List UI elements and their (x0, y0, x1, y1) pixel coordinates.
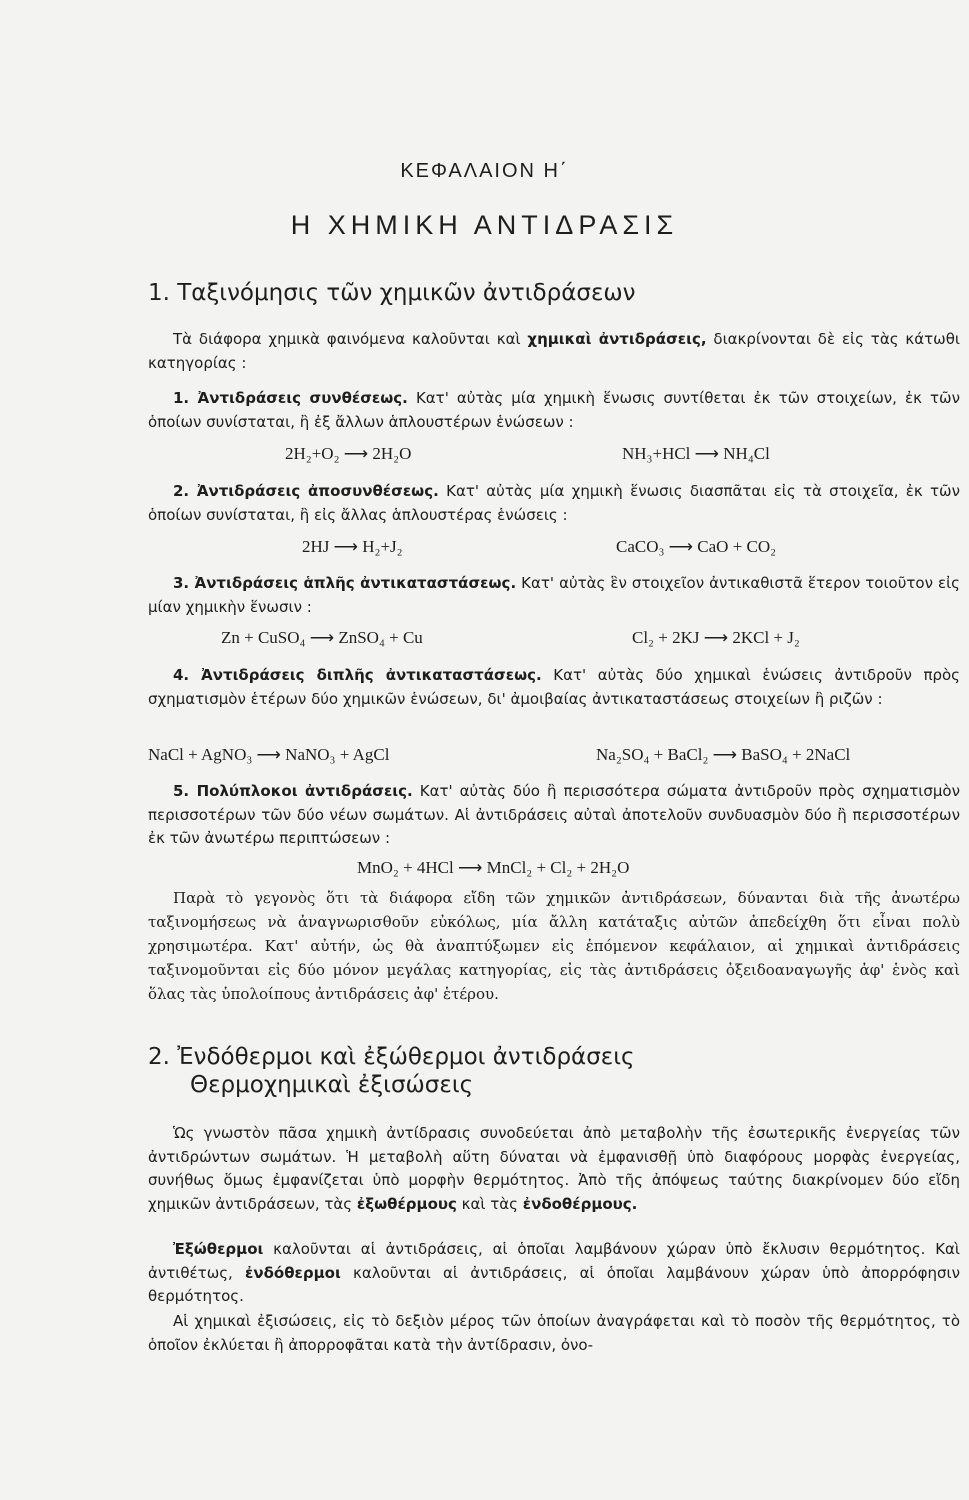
p2-text-b: καλοῦνται αἱ ἀντιδράσεις, αἱ ὁποῖαι λαμβάνουν χώραν ὑπὸ ἔκλυσιν θερμότητος. Καὶ ἀντιθέτως, (148, 1240, 960, 1282)
item-5-text: Κατ' αὐτὰς δύο ἢ περισσότερα σώματα ἀντιδροῦν πρὸς σχηματισμὸν περισσοτέρων τῶν δύο νέων σωμάτων. Αἱ ἀντιδράσεις αὐταὶ ἀποτελοῦν συνδυασμὸν δύο ἢ περισσοτέρων ἐκ τῶν ἀνωτέρω περιπτώσεων : (148, 782, 960, 847)
item-2-label: 2. Ἀντιδράσεις ἀποσυνθέσεως. (173, 482, 439, 500)
item-4-label: 4. Ἀντιδράσεις διπλῆς ἀντικαταστάσεως. (173, 666, 542, 684)
p2-term-exothermic: Ἐξώθερμοι (173, 1240, 264, 1258)
item-2-equation-2: CaCO₃ ⟶ CaO + CO₂ (616, 537, 777, 556)
p1-term-exothermic: ἐξωθέρμους (356, 1194, 457, 1213)
section-2-heading-line-1: 2. Ἐνδόθερμοι καὶ ἐξώθερμοι ἀντιδράσεις (148, 1044, 635, 1070)
item-1-equation-2: NH₃+HCl ⟶ NH₄Cl (622, 444, 770, 463)
intro-paragraph (148, 328, 960, 375)
item-1-paragraph (148, 387, 960, 434)
closing-paragraph: Παρὰ τὸ γεγονὸς ὅτι τὰ διάφορα εἴδη τῶν χημικῶν ἀντιδράσεων, δύνανται διὰ τῆς ἀνωτέρω ταξινομήσεως νὰ ἀναγνωρισθοῦν εὐκόλως, μία ἄλλη κατάταξις αὐτῶν ἀπεδείχθη ὅτι εἶναι πολὺ χρησιμωτέρα. Κατ' αὐτήν, ὡς θὰ ἀναπτύξωμεν εἰς ἑπόμενον κεφάλαιον, αἱ χημικαὶ ἀντιδράσεις ταξινομοῦνται εἰς δύο μόνον μεγάλας κατηγορίας, εἰς τὰς ἀντιδράσεις ὀξειδοαναγωγῆς ἀφ' ἑνὸς καὶ ὅλας τὰς ὑπολοίπους ἀντιδράσεις ἀφ' ἑτέρου. (148, 889, 960, 1003)
item-4-text: Κατ' αὐτὰς δύο χημικαὶ ἑνώσεις ἀντιδροῦν πρὸς σχηματισμὸν ἑτέρων δύο χημικῶν ἑνώσεων, δι' ἀμοιβαίας ἀντικαταστάσεως στοιχείων ἢ ριζῶν : (148, 666, 960, 708)
item-5-equation-1: MnO₂ + 4HCl ⟶ MnCl₂ + Cl₂ + 2H₂O (357, 858, 630, 877)
item-5-paragraph (148, 780, 960, 851)
chapter-heading: ΚΕΦΑΛΑΙΟΝ Η΄ (400, 160, 569, 182)
p2-text-d: καλοῦνται αἱ ἀντιδράσεις, αἱ ὁποῖαι λαμβάνουν χώραν ὑπὸ ἀπορρόφησιν θερμότητος. (148, 1263, 960, 1305)
section-2-heading-line-2: Θερμοχημικαὶ ἐξισώσεις (190, 1072, 474, 1098)
item-4-paragraph (148, 664, 960, 711)
p2-term-endothermic: ἐνδόθερμοι (245, 1263, 341, 1282)
item-2-paragraph (148, 480, 960, 527)
item-3-label: 3. Ἀντιδράσεις ἁπλῆς ἀντικαταστάσεως. (173, 574, 517, 592)
intro-term: χημικαὶ ἀντιδράσεις, (527, 330, 707, 348)
section-2-paragraph-3: Αἱ χημικαὶ ἐξισώσεις, εἰς τὸ δεξιὸν μέρος τῶν ὁποίων ἀναγράφεται καὶ τὸ ποσὸν τῆς θερμότητος, τὸ ὁποῖον ἐκλύεται ἢ ἀπορροφᾶται κατὰ τὴν ἀντίδρασιν, ὀνο- (148, 1312, 960, 1354)
p1-term-endothermic: ἐνδοθέρμους. (522, 1194, 638, 1213)
item-1-equation-1: 2H₂+O₂ ⟶ 2H₂O (285, 444, 412, 463)
item-4-equation-1: NaCl + AgNO₃ ⟶ NaNO₃ + AgCl (148, 745, 390, 764)
item-1-label: 1. Ἀντιδράσεις συνθέσεως. (173, 389, 408, 407)
p1-text-c: καὶ τὰς (456, 1194, 523, 1213)
item-3-equation-2: Cl₂ + 2KJ ⟶ 2KCl + J₂ (632, 628, 800, 647)
item-5-label: 5. Πολύπλοκοι ἀντιδράσεις. (173, 782, 413, 800)
section-2-paragraph-2 (148, 1238, 960, 1309)
intro-text-c: διακρίνονται δὲ εἰς τὰς κάτωθι κατηγορίας : (148, 330, 960, 372)
item-3-paragraph (148, 572, 960, 619)
chapter-title: Η ΧΗΜΙΚΗ ΑΝΤΙΔΡΑΣΙΣ (290, 210, 679, 240)
intro-text-a: Τὰ διάφορα χημικὰ φαινόμενα καλοῦνται καὶ (173, 330, 528, 348)
item-3-text: Κατ' αὐτὰς ἓν στοιχεῖον ἀντικαθιστᾶ ἕτερον τοιοῦτον εἰς μίαν χημικὴν ἕνωσιν : (148, 574, 960, 616)
item-2-equation-1: 2HJ ⟶ H₂+J₂ (302, 537, 403, 556)
item-3-equation-1: Zn + CuSO₄ ⟶ ZnSO₄ + Cu (221, 628, 423, 647)
item-4-equation-2: Na₂SO₄ + BaCl₂ ⟶ BaSO₄ + 2NaCl (596, 745, 851, 764)
section-2-paragraph-1 (148, 1122, 960, 1216)
section-1-heading: 1. Ταξινόμησις τῶν χημικῶν ἀντιδράσεων (148, 280, 636, 306)
item-2-text: Κατ' αὐτὰς μία χημικὴ ἕνωσις διασπᾶται εἰς τὰ στοιχεῖα, ἐκ τῶν ὁποίων συνίσταται, ἢ εἰς ἄλλας ἁπλουστέρας ἑνώσεις : (148, 482, 960, 524)
item-1-text: Κατ' αὐτὰς μία χημικὴ ἕνωσις συντίθεται ἐκ τῶν στοιχείων, ἐκ τῶν ὁποίων συνίσταται, ἢ ἐξ ἄλλων ἁπλουστέρων ἑνώσεων : (148, 389, 960, 431)
p1-text-a: Ὡς γνωστὸν πᾶσα χημικὴ ἀντίδρασις συνοδεύεται ἀπὸ μεταβολὴν τῆς ἐσωτερικῆς ἐνεργείας τῶν ἀντιδρώντων σωμάτων. Ἡ μεταβολὴ αὕτη δύναται νὰ ἐμφανισθῇ ὑπὸ διαφόρους μορφὰς ἐνεργείας, συνήθως ὅμως ἐμφανίζεται ὑπὸ μορφὴν θερμότητος. Ἀπὸ τῆς ἀπόψεως ταύτης διακρίνομεν δύο εἴδη χημικῶν ἀντιδράσεων, τὰς (148, 1124, 960, 1213)
